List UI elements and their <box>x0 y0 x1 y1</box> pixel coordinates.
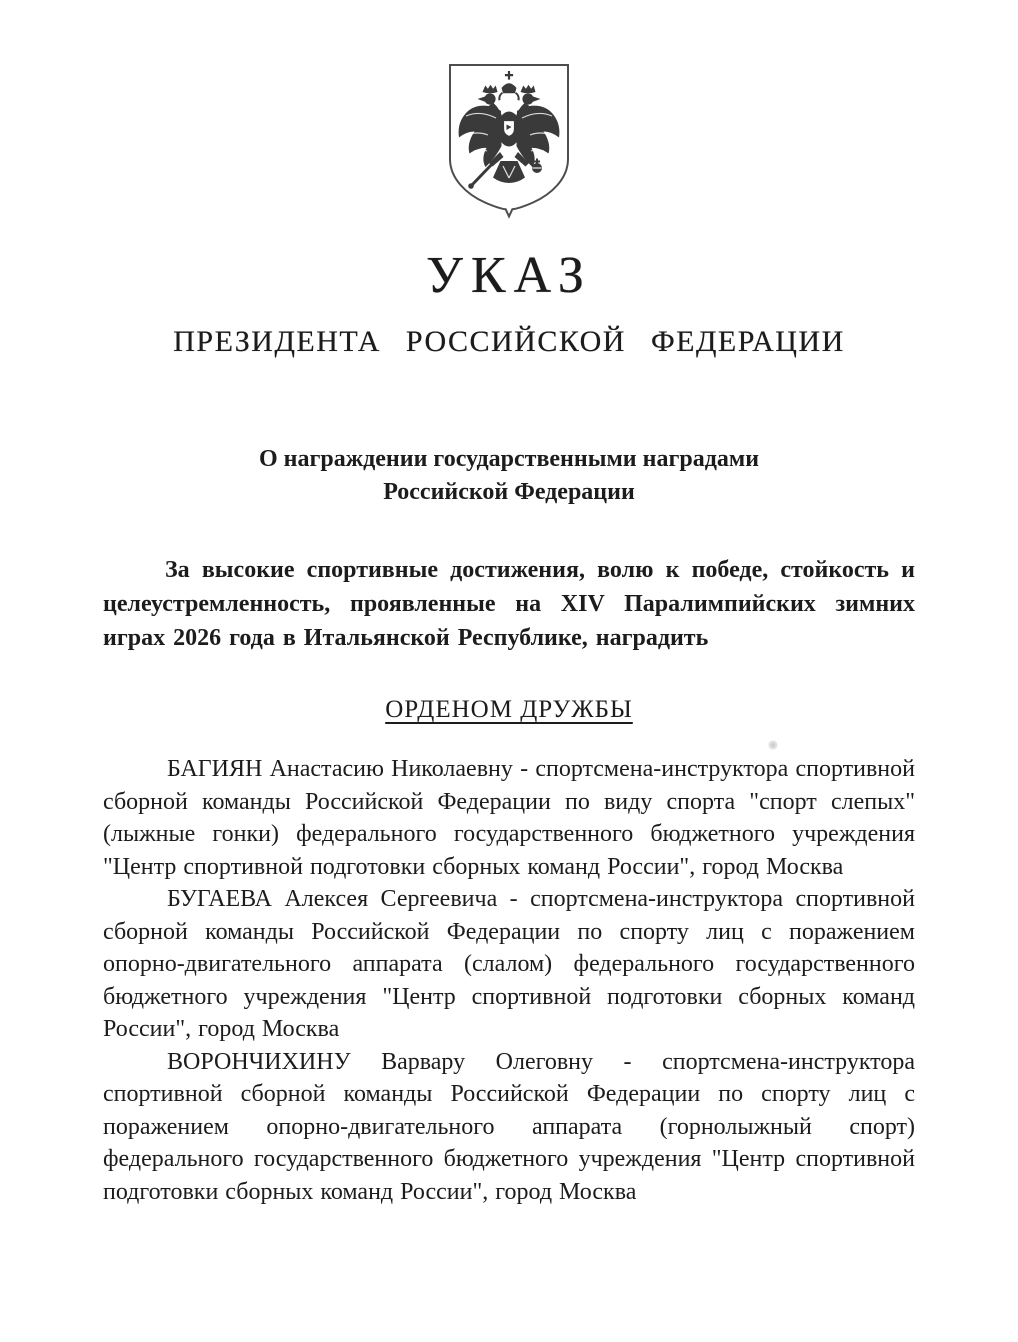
scan-artifact-speck <box>768 740 778 750</box>
award-section-heading <box>0 695 1018 725</box>
recipient-paragraph-voronchikhina: ВОРОНЧИХИНУ Варвару Олеговну - спортсмена-инструктора спортивной сборной команды Российской Федерации по спорту лиц с поражением опорно-двигательного аппарата (горнолыжный спорт) федерального государственного бюджетного учреждения "Центр спортивной подготовки сборных команд России", город Москва <box>103 1048 915 1205</box>
recipients-list <box>103 753 915 1208</box>
russian-coat-of-arms-icon <box>444 62 574 225</box>
decree-subject-line-2: Российской Федерации <box>383 479 635 505</box>
coat-of-arms-shield <box>444 62 574 220</box>
decree-issuer-line: ПРЕЗИДЕНТА РОССИЙСКОЙ ФЕДЕРАЦИИ <box>173 325 845 358</box>
recipient-paragraph-bagiyan: БАГИЯН Анастасию Николаевну - спортсмена-инструктора спортивной сборной команды Российской Федерации по виду спорта "спорт слепых" (лыжные гонки) федерального государственного бюджетного учреждения "Центр спортивной подготовки сборных команд России", город Москва <box>103 756 915 880</box>
decree-preamble: За высокие спортивные достижения, волю к победе, стойкость и целеустремленность, проявленные на XIV Паралимпийских зимних играх 2026 года в Итальянской Республике, наградить <box>103 557 915 651</box>
decree-type-title: УКАЗ <box>426 247 592 304</box>
decree-subject <box>0 443 1018 509</box>
recipient-paragraph-bugaev: БУГАЕВА Алексея Сергеевича - спортсмена-инструктора спортивной сборной команды Российской Федерации по спорту лиц с поражением опорно-двигательного аппарата (слалом) федерального государственного бюджетного учреждения "Центр спортивной подготовки сборных команд России", город Москва <box>103 886 915 1042</box>
decree-subject-line-1: О награждении государственными наградами <box>258 446 760 472</box>
decree-document-page <box>0 62 1018 1342</box>
award-section-heading-text: ОРДЕНОМ ДРУЖБЫ <box>385 696 633 723</box>
